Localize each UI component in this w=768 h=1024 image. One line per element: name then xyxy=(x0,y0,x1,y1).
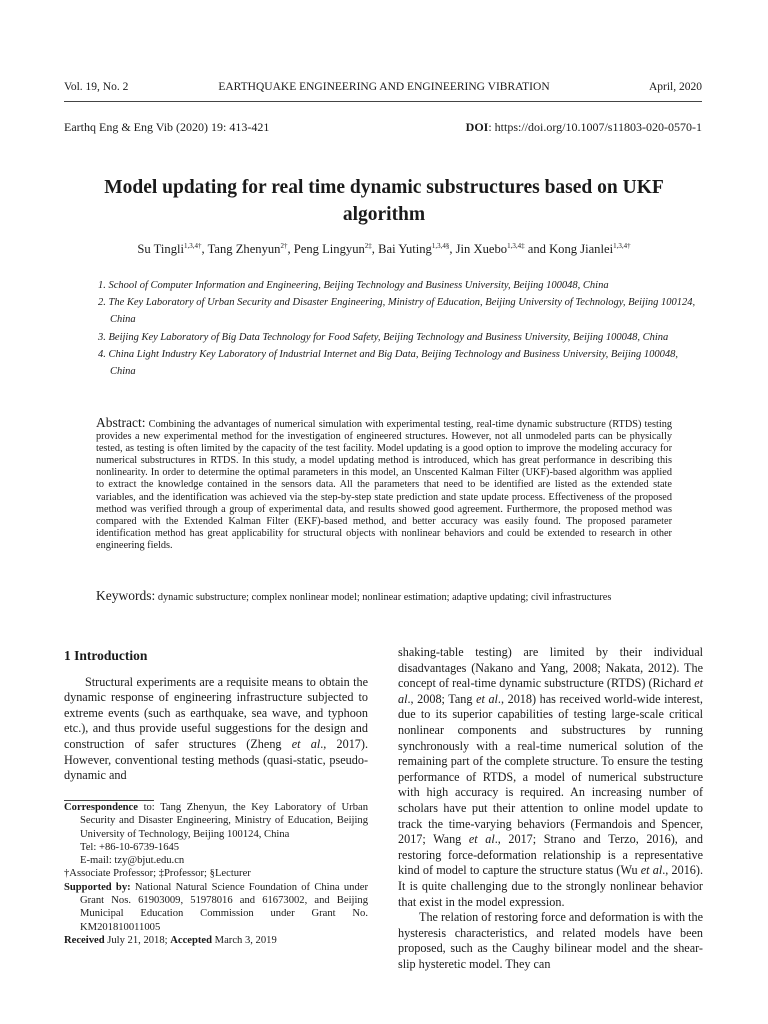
author-name: Tang Zhenyun xyxy=(207,242,281,256)
author-affiliation-mark: 2‡ xyxy=(364,242,372,250)
funding-note: Supported by: National Natural Science Foundation of China under Grant Nos. 61903009, 51978016 and 61673002, and Beijing Municipal Education Commission under Grant No. KM201810011005 xyxy=(64,881,368,933)
abstract-label: Abstract: xyxy=(96,415,146,430)
received-accepted-note: Received July 21, 2018; Accepted March 3, 2019 xyxy=(64,934,277,946)
author-name: Jin Xuebo xyxy=(455,242,508,256)
footnotes xyxy=(64,801,368,947)
volume-issue: Vol. 19, No. 2 xyxy=(64,81,129,93)
author-affiliation-mark: 1,3,4† xyxy=(613,242,631,250)
author-name: Su Tingli xyxy=(137,242,184,256)
citation-ref: Earthq Eng & Eng Vib (2020) 19: 413-421 xyxy=(64,120,270,134)
author-list: Su Tingli$^{1,3,4\dagger}$, Tang Zhenyun$^{2\dagger}$, Peng Lingyun$^{2\ddagger}$, Bai Yuting$^{1,3,4\S}$, Jin Xuebo$^{1,3,4\ddagger}$ and Kong Jianlei$^{1,3,4\dagger}$ xyxy=(137,242,631,256)
author-name: Peng Lingyun xyxy=(293,242,365,256)
abstract xyxy=(96,417,672,552)
correspondence-note: Correspondence to: Tang Zhenyun, the Key Laboratory of Urban Security and Disaster Engineering, Ministry of Education, Beijing University of Technology, Beijing 100124, China Tel: +86-10-6739-1645 E-mail: tzy@bjut.edu.cn xyxy=(64,802,368,867)
keywords-text: dynamic substructure; complex nonlinear model; nonlinear estimation; adaptive updating; civil infrastructures xyxy=(157,592,612,603)
journal-name: EARTHQUAKE ENGINEERING AND ENGINEERING VIBRATION xyxy=(218,81,550,93)
author-affiliation-mark: 1,3,4§ xyxy=(431,242,450,250)
issue-date: April, 2020 xyxy=(648,81,702,93)
author-affiliation-mark: 2† xyxy=(280,242,288,250)
body-paragraph: The relation of restoring force and deformation is with the hysteresis characteristics, and related models have been proposed, such as the Caughy bilinear model and the shear-slip hysteretic model. They can xyxy=(398,910,703,971)
body-paragraph: shaking-table testing) are limited by their individual disadvantages (Nakano and Yang, 2008; Nakata, 2012). The concept of real-time dynamic substructure (RTDS) (Richard et al., 2008; Tang et al., 2018) has received world-wide interest, due to its superior capabilities of testing large-scale critical nonlinear components and substructures by running synchronously with a real-time numerical solution of the remaining part of the complete structure. To ensure the testing performance of RTDS, a model of numerical substructure with high accuracy is required. An increasing number of scholars have put their attention to online model update to track the time-varying behaviors (Fermandois and Spencer, 2017; Wang et al., 2017; Strano and Terzo, 2016), and restoring force-deformation relationship is a representative kind of model to capture the structure status (Wu et al., 2016). It is quite challenging due to the strongly nonlinear behavior that exist in the model expression. xyxy=(398,645,703,909)
keywords xyxy=(96,588,696,604)
author-affiliation-mark: 1,3,4† xyxy=(183,242,202,250)
abstract-text: Combining the advantages of numerical simulation with experimental testing, real-time dynamic substructure (RTDS) testing provides a new experimental method for the investigation of engineered structures. However, not all unmodeled parts can be physically tested, as testing is often limited by the capacity of the test facility. Model updating is a good option to improve the modeling accuracy for numerical substructures in RTDS. In this study, a model updating method is introduced, which has great performance in describing this nonlinearity. In order to determine the optimal parameters in this model, an Unscented Kalman Filter (UKF)-based algorithm was applied to extract the knowledge contained in the sensors data. All the parameters that need to be identified are listed as the extended state variables, and the identification was achieved via the step-by-step state prediction and state update process. Effectiveness of the proposed method was verified through a group of experimental data, and results showed good agreement. Furthermore, the proposed method was compared with the Extended Kalman Filter (EKF)-based method, and better accuracy was easily found. The proposed parameter identification method has great applicability for structural objects with nonlinear behaviors and could be extended to research in other engineering fields. xyxy=(96,419,672,551)
left-column xyxy=(64,648,368,784)
affiliation-item: 2. The Key Laboratory of Urban Security and Disaster Engineering, Ministry of Education, Beijing University of Technology, Beijing 100124, China xyxy=(98,297,696,326)
author-ranks-note: †Associate Professor; ‡Professor; §Lecturer xyxy=(64,868,251,880)
right-column xyxy=(398,645,703,972)
author-name: Bai Yuting xyxy=(378,242,432,256)
body-paragraph: Structural experiments are a requisite means to obtain the dynamic response of engineering infrastructure subjected to extreme events (such as earthquake, sea wave, and typhoon etc.), and thus provide useful suggestions for the design and construction of safer structures (Zheng et al., 2017). However, conventional testing methods (quasi-static, pseudo-dynamic and xyxy=(64,674,369,783)
affiliation-item: 1. School of Computer Information and Engineering, Beijing Technology and Business University, Beijing 100048, China xyxy=(98,280,609,291)
doi-label: DOI xyxy=(465,120,489,134)
doi-link[interactable]: : https://doi.org/10.1007/s11803-020-0570-1 xyxy=(488,120,702,134)
section-heading: 1 Introduction xyxy=(64,648,148,663)
paper-title: Model updating for real time dynamic substructures based on UKF algorithm xyxy=(104,177,664,225)
header-rule xyxy=(64,101,702,102)
affiliation-item: 3. Beijing Key Laboratory of Big Data Technology for Food Safety, Beijing Technology and Business University, Beijing 100048, China xyxy=(98,331,669,343)
author-affiliation-mark: 1,3,4‡ xyxy=(507,242,525,250)
doi-line xyxy=(466,120,702,135)
author-name: Kong Jianlei xyxy=(549,242,614,256)
affiliation-item: 4. China Light Industry Key Laboratory of Industrial Internet and Big Data, Beijing Technology and Business University, Beijing 100048, China xyxy=(98,348,678,378)
affiliation-list xyxy=(98,277,698,380)
keywords-label: Keywords: xyxy=(96,588,156,603)
